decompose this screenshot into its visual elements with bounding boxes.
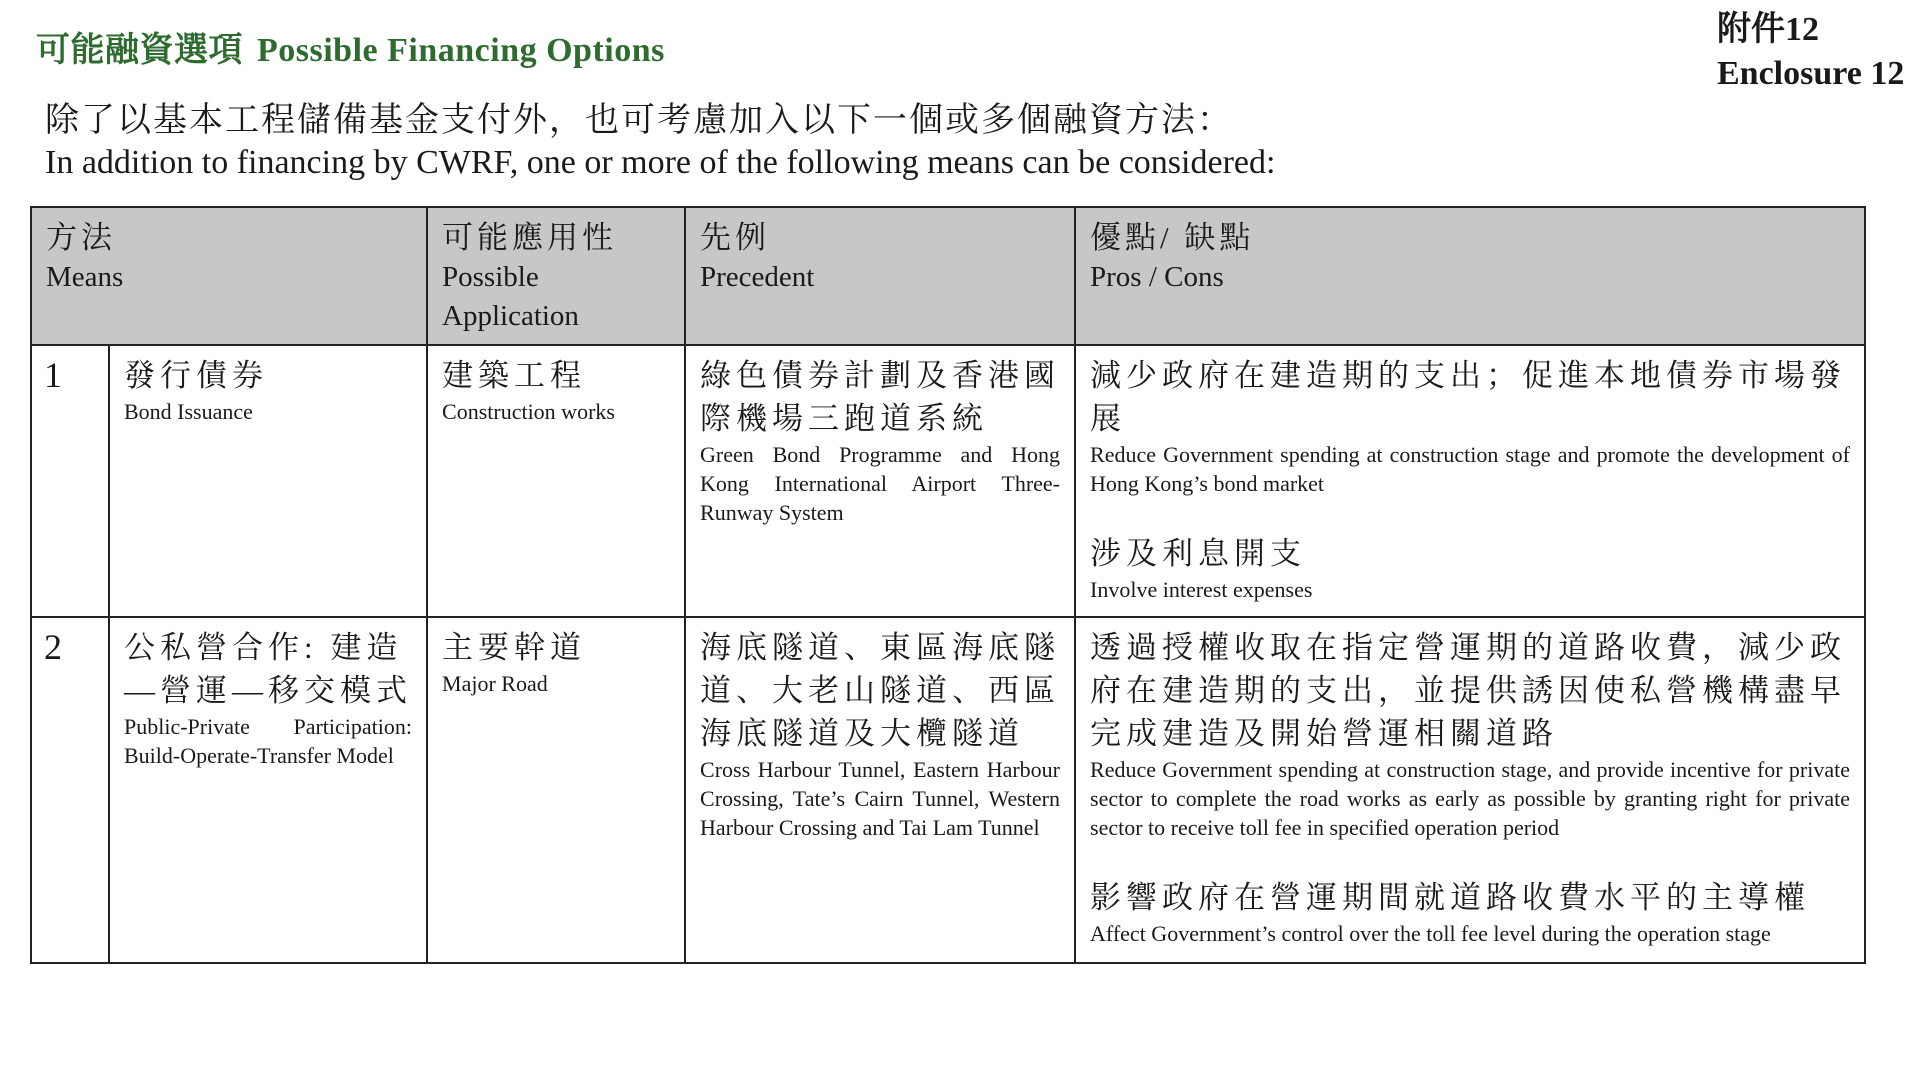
header-application-zh: 可能應用性	[442, 220, 618, 255]
precedent-en: Green Bond Programme and Hong Kong International Airport Three-Runway System	[700, 442, 1061, 525]
con-en: Involve interest expenses	[1090, 577, 1313, 602]
table-row	[31, 345, 1865, 617]
pros-cons-cell	[1075, 617, 1865, 963]
page-title	[36, 22, 665, 71]
header-means-en: Means	[46, 261, 124, 293]
precedent-cell	[685, 345, 1075, 617]
precedent-en: Cross Harbour Tunnel, Eastern Harbour Crossing, Tate’s Cairn Tunnel, Western Harbour Crossing and Tai Lam Tunnel	[700, 757, 1061, 840]
means-en: Bond Issuance	[124, 399, 253, 424]
header-application-en: Possible Application	[442, 261, 579, 332]
means-zh: 公私營合作: 建造—營運—移交模式	[124, 630, 412, 708]
con-en: Affect Government’s control over the toll fee level during the operation stage	[1090, 921, 1771, 946]
means-zh: 發行債券	[124, 358, 268, 393]
application-cell	[427, 345, 685, 617]
con-zh: 涉及利息開支	[1090, 536, 1307, 571]
header-application	[427, 207, 685, 345]
precedent-cell	[685, 617, 1075, 963]
header-means-zh: 方法	[46, 220, 116, 255]
pros-cons-cell	[1075, 345, 1865, 617]
pro-en: Reduce Government spending at construction stage, and provide incentive for private sector to complete the road works as early as possible by granting right for private sector to receive toll fee in specified operation period	[1090, 757, 1851, 840]
row-number: 1	[31, 345, 109, 617]
precedent-zh: 海底隧道、東區海底隧道、大老山隧道、西區海底隧道及大欖隧道	[700, 630, 1061, 751]
intro-zh: 除了以基本工程儲備基金支付外，也可考慮加入以下一個或多個融資方法：	[45, 102, 1233, 139]
header-precedent-zh: 先例	[700, 220, 771, 255]
table-header-row	[31, 207, 1865, 345]
header-pros-cons-en: Pros / Cons	[1090, 261, 1224, 293]
application-en: Major Road	[442, 671, 548, 696]
page-title-zh: 可能融資選項	[36, 32, 243, 69]
application-zh: 建築工程	[442, 358, 587, 393]
application-en: Construction works	[442, 399, 615, 424]
header-pros-cons-zh: 優點/ 缺點	[1090, 220, 1255, 255]
page-title-en: Possible Financing Options	[257, 32, 665, 69]
application-cell	[427, 617, 685, 963]
financing-options-table	[30, 206, 1866, 964]
enclosure-en: Enclosure 12	[1717, 55, 1905, 92]
enclosure-zh: 附件12	[1717, 11, 1819, 48]
header-precedent	[685, 207, 1075, 345]
application-zh: 主要幹道	[442, 630, 587, 665]
means-en: Public-Private Participation: Build-Operate-Transfer Model	[124, 714, 413, 768]
intro-text	[45, 100, 1275, 184]
row-number: 2	[31, 617, 109, 963]
precedent-zh: 綠色債券計劃及香港國際機場三跑道系統	[700, 358, 1061, 436]
means-cell	[109, 345, 427, 617]
enclosure-label	[1717, 8, 1917, 96]
con-zh: 影響政府在營運期間就道路收費水平的主導權	[1090, 880, 1811, 915]
header-means	[31, 207, 427, 345]
pro-zh: 減少政府在建造期的支出；促進本地債券市場發展	[1090, 358, 1847, 436]
pro-en: Reduce Government spending at construction stage and promote the development of Hong Kong’s bond market	[1090, 442, 1851, 496]
pro-zh: 透過授權收取在指定營運期的道路收費，減少政府在建造期的支出，並提供誘因使私營機構盡早完成建造及開始營運相關道路	[1090, 630, 1847, 751]
header-precedent-en: Precedent	[700, 261, 815, 293]
intro-en: In addition to financing by CWRF, one or more of the following means can be considered:	[45, 144, 1276, 181]
header-pros-cons	[1075, 207, 1865, 345]
means-cell	[109, 617, 427, 963]
table-row	[31, 617, 1865, 963]
